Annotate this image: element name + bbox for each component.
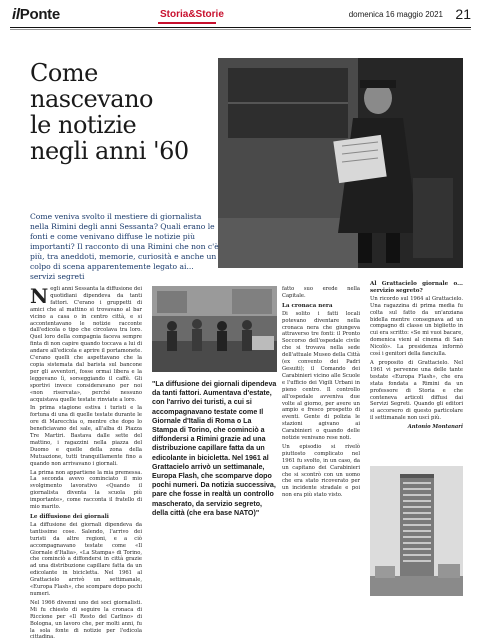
- article-deck: Come veniva svolto il mestiere di giornalista nella Rimini degli anni Sessanta? Quali erano le fonti e come venivano diffuse le notizie più importanti? Il racconto di una Rimini che non c'è più, tra aneddoti, memorie, curiosità e anche un colpo di scena apparentemente legato ai... servizi segreti: [30, 212, 219, 281]
- section-title[interactable]: Storia&Storie: [160, 9, 224, 20]
- drop-cap: N: [30, 284, 49, 308]
- masthead: [10, 6, 471, 26]
- newspaper-logo[interactable]: [12, 6, 60, 23]
- body-paragraph: Nel 1966 divenni uno dei soci giornalisti. Mi fu chiesto di seguire la cronaca di Riccione per «Il Resto del Carlino» di Bologna, un lavoro che, per molti anni, fu la sola fonte di notizie per l'edicola cittadina.: [30, 599, 142, 641]
- pull-quote: "La diffusione dei giornali dipendeva da tanti fattori. Aumentava d'estate, con l'arrivo dei turisti, a cui si accompagnavano testate come Il Giornale d'Italia di Roma o La Stampa di Torino, che cominciò a diffondersi a Rimini grazie ad una distribuzione capillare fatta da un edicolante in bicicletta. Nel 1961 al Grattacielo arrivò un settimanale, Europa Flash, che scomparve dopo pochi numeri. Da notizia successiva, pare che fosse in realtà un controllo mascherato, da servizio segreto, della città (che era base NATO)": [152, 380, 277, 517]
- headline-line: nascevano: [30, 85, 153, 113]
- body-paragraph: egli anni Sessanta la diffusione dei quotidiani dipendeva da tanti fattori. C'erano i gruppetti di amici che al mattino si trovavano al bar vicino a casa o in centro città, e si accontentavano le notizie racconte dall'edicola o tipo che circolava tra loro. Quel loro della compagnia faceva sempre finta di non capire quando toccava a lui di andare all'edicola e aprire il portamonete. C'erano quelli che aspettavano che la copia sistemata dal barista sul bancone per gli avventori, fosse ormai libera e la leggevano lì, sorseggiando il caffè. Gli sportivi invece consideravano per noi «non riservata», perché nessuno acquistava quelle testate rinviate a loro.: [30, 286, 142, 403]
- headline-line: le notizie: [30, 111, 137, 139]
- section-underline: [158, 22, 216, 24]
- subheading: Al Grattacielo giornale o... servizio segreto?: [370, 281, 463, 294]
- article-column-4: [370, 278, 463, 431]
- subheading: Le diffusione dei giornali: [30, 514, 109, 520]
- grattacielo-tower-photo: [370, 466, 463, 596]
- masthead-rule-thin: [10, 29, 471, 30]
- masthead-rule: [10, 27, 471, 28]
- body-paragraph: A proposito di Grattacielo. Nel 1961 vi pervenne una delle tante testate «Europa Flash», che era stata fondata a Rimini da un professore di Storia e che conteneva articoli diffusi dai Servizi Segreti. Quando gli editori si accorsero di questo particolare il settimanale non uscì più.: [370, 359, 463, 422]
- headline-line: negli anni '60: [30, 137, 189, 165]
- headline: [30, 60, 230, 164]
- body-paragraph: In prima stagione estiva i turisti e la fortuna di una di quelle testate durante le ore di Marecchia o, mentre che dopo lo beneficiavano del sale, all'alba di Piazza Tre Martiri. Bastava dalle sette del mattino, i ragazzini nella piazza del Duomo e quelle della zona della Mutuazione, tutti tranquillamente fino a quando non arrivavano i giornali.: [30, 405, 142, 467]
- body-paragraph: Di solito i fatti locali potevano diventare nella cronaca nera che giungeva attraverso tre fonti: il Pronto Soccorso dell'ospedale civile che si trovava nella sede dell'attuale Museo della Città (ex convento dei Padri Gesuiti); il Comando dei Carabinieri vicino alle Scuole e l'ufficio dei Vigili Urbani in pieno centro. Il controllo all'ospedale avveniva due volte al giorno, per avere un ampio e fresco prospetto di eventi. Gente di polizia le stazioni agivano ai Carabinieri o quando delle notizie venivano rese noti.: [282, 310, 360, 442]
- subheading: La cronaca nera: [282, 302, 333, 309]
- body-paragraph: Un ricordo sul 1964 al Grattacielo. Una ragazzina di prima media fu colta sul fatto da un'anziana bidella mentre consegnava ad un compagno di classe un biglietto in cui era scritto: «Se mi vuoi bacare, domenica vieni al cinema di San Nicolò». La presidenza informò così i genitori della fanciulla.: [370, 295, 463, 358]
- logo-name: Ponte: [19, 6, 60, 23]
- page-number: 21: [455, 6, 471, 22]
- logo-prefix: il: [12, 6, 20, 23]
- man-reading-newspaper-photo: [218, 58, 463, 268]
- street-crowd-photo: [152, 286, 277, 372]
- body-paragraph: fatto suo erede nella Capitale.: [282, 286, 360, 299]
- body-paragraph: La prima non appartiene la mia premessa. La seconda avevo cominciato il mio svolgimento lavorativo «Quando il giornalista diventa la scuola più importante», come racconta il fratello di mio marito.: [30, 469, 142, 511]
- article-column-3: [282, 286, 360, 501]
- article-column-1: [30, 286, 142, 643]
- headline-line: Come: [30, 59, 98, 87]
- body-paragraph: La diffusione dei giornali dipendeva da tantissime cose. Salendo, l'arrivo dei turisti da altre regioni, e a ciò accompagnavano testate come «Il Giornale d'Italia», «La Stampa» di Torino, che cominciò a diffondersi in città grazie ad una distribuzione capillare fatta da un edicolante in bicicletta. Nel 1961 al Grattacielo arrivò un settimanale, «Europa Flash», che scompare dopo pochi numeri.: [30, 521, 142, 597]
- issue-date: domenica 16 maggio 2021: [348, 10, 443, 19]
- author-byline: Antonio Montanari: [407, 424, 463, 431]
- body-paragraph: Un episodio si rivelò piuttosto complicato nel 1961 fu svolto, in un caso, da un capitano dei Carabinieri che si scontrò con un uomo che era stato ricoverato per un incidente stradale e poi non era più stato visto.: [282, 443, 360, 499]
